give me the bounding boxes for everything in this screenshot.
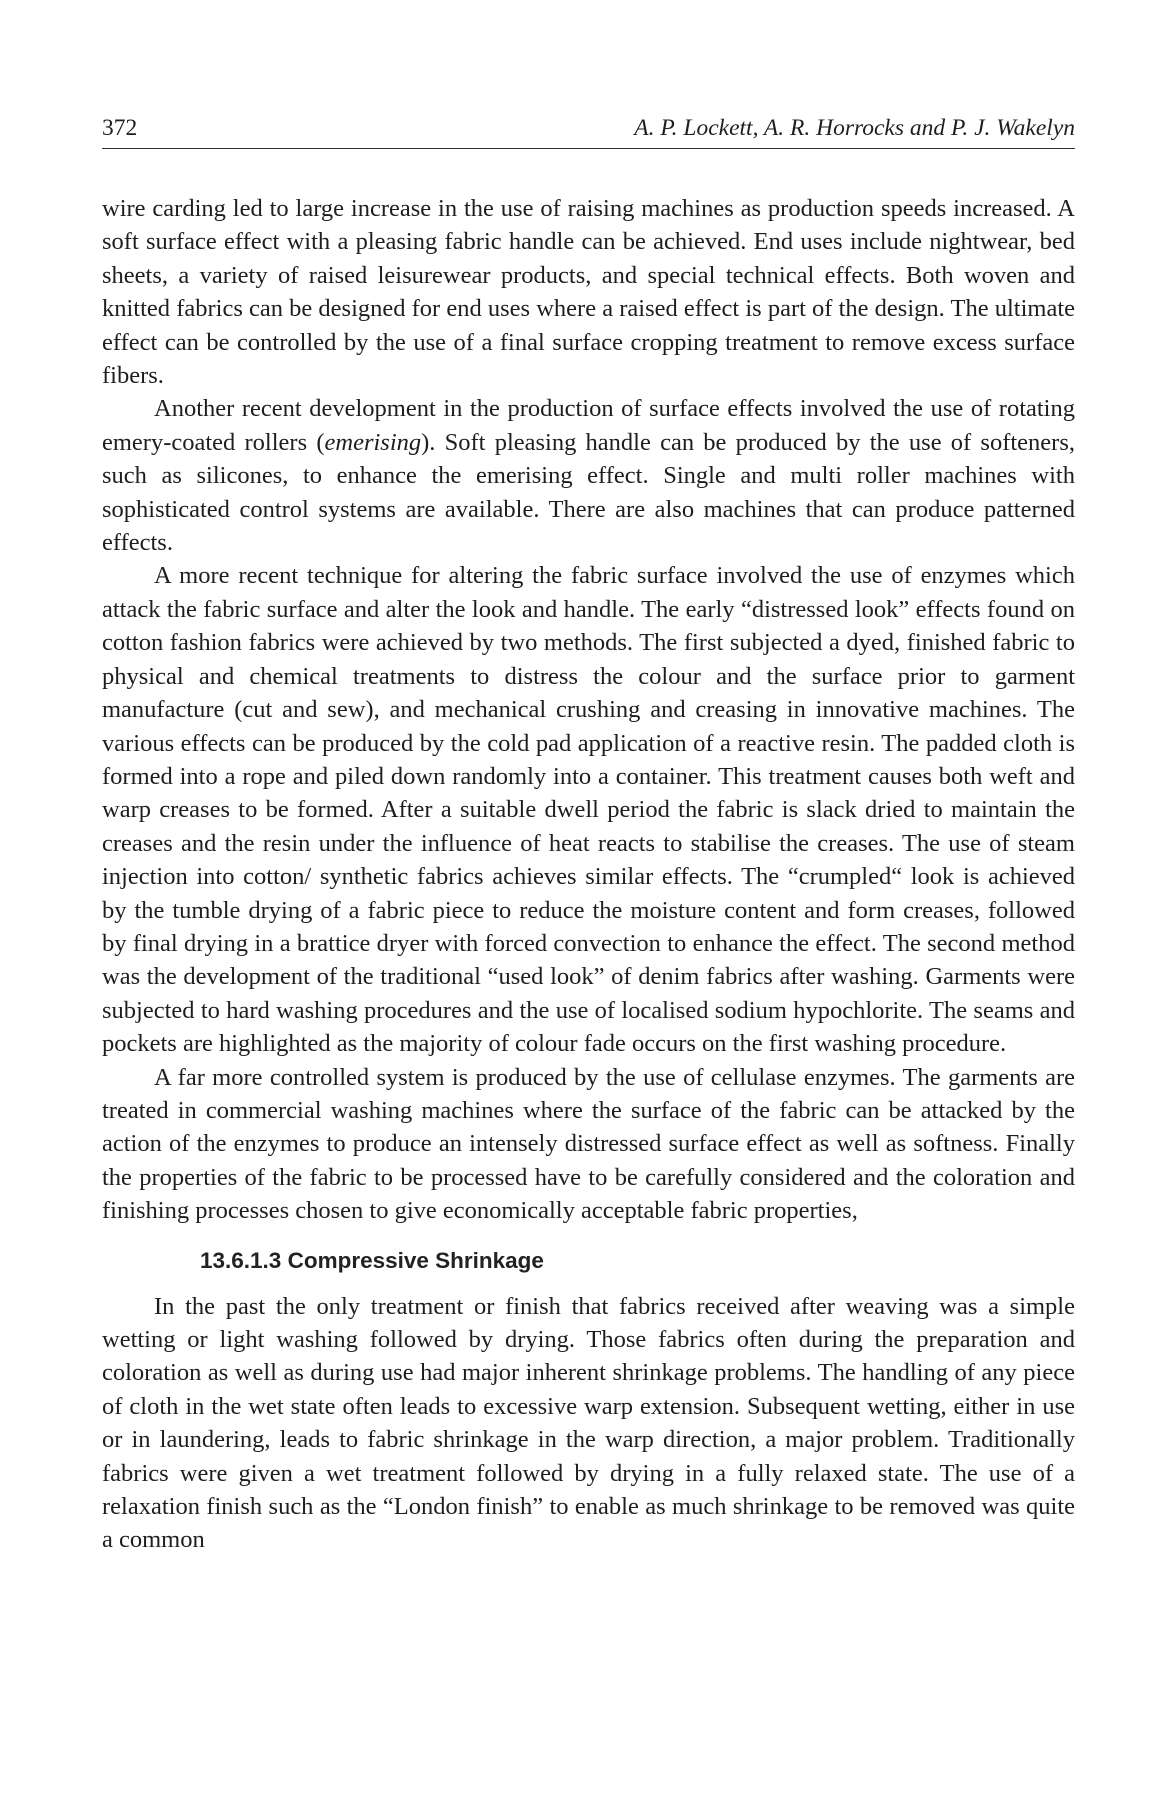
paragraph-text: A far more controlled system is produced by the use of cellulase enzymes. The garments are treated in commercial washing machines where the surface of the fabric can be attacked by the action of the enzymes to produce an intensely distressed surface effect as well as softness. Finally the properties of the fabric to be processed have to be carefully considered and the coloration and finishing processes chosen to give economically acceptable fabric properties,	[102, 1063, 1075, 1225]
paragraph-raising-continued	[102, 192, 1075, 392]
paragraph-distressed-look	[102, 559, 1075, 1060]
paragraph-text: ). Soft pleasing handle can be produced by the use of softeners, such as silicones, to enhance the emerising effect. Single and multi roller machines with sophisticated control systems are available. There are also machines that can produce patterned effects.	[102, 428, 1075, 557]
paragraph-emerising	[102, 392, 1075, 559]
running-head-authors: A. P. Lockett, A. R. Horrocks and P. J. Wakelyn	[634, 115, 1075, 141]
paragraph-text: In the past the only treatment or finish that fabrics received after weaving was a simple wetting or light washing followed by drying. Those fabrics often during the preparation and coloration as well as during use had major inherent shrinkage problems. The handling of any piece of cloth in the wet state often leads to excessive warp extension. Subsequent wetting, either in use or in laundering, leads to fabric shrinkage in the warp direction, a major problem. Traditionally fabrics were given a wet treatment followed by drying in a fully relaxed state. The use of a relaxation finish such as the “London finish” to enable as much shrinkage to be removed was quite a common	[102, 1292, 1075, 1554]
page-number: 372	[102, 115, 138, 141]
paragraph-text: wire carding led to large increase in the use of raising machines as production speeds increased. A soft surface effect with a pleasing fabric handle can be achieved. End uses include nightwear, bed sheets, a variety of raised leisurewear products, and special technical effects. Both woven and knitted fabrics can be designed for end uses where a raised effect is part of the design. The ultimate effect can be controlled by the use of a final surface cropping treatment to remove excess surface fibers.	[102, 195, 1075, 390]
body-text	[102, 192, 1075, 1557]
section-heading: 13.6.1.3 Compressive Shrinkage	[200, 1247, 544, 1273]
paragraph-cellulase-enzymes	[102, 1061, 1075, 1228]
paragraph-text: A more recent technique for altering the fabric surface involved the use of enzymes which attack the fabric surface and alter the look and handle. The early “distressed look” effects found on cotton fashion fabrics were achieved by two methods. The first subjected a dyed, finished fabric to physical and chemical treatments to distress the colour and the surface prior to garment manufacture (cut and sew), and mechanical crushing and creasing in innovative machines. The various effects can be produced by the cold pad application of a reactive resin. The padded cloth is formed into a rope and piled down randomly into a container. This treatment causes both weft and warp creases to be formed. After a suitable dwell period the fabric is slack dried to maintain the creases and the resin under the influence of heat reacts to stabilise the creases. The use of steam injection into cotton/ synthetic fabrics achieves similar effects. The “crumpled“ look is achieved by the tumble drying of a fabric piece to reduce the moisture content and form creases, followed by final drying in a brattice dryer with forced convection to enhance the effect. The second method was the development of the traditional “used look” of denim fabrics after washing. Garments were subjected to hard washing procedures and the use of localised sodium hypochlorite. The seams and pockets are highlighted as the majority of colour fade occurs on the first washing procedure.	[102, 562, 1075, 1058]
paragraph-compressive-shrinkage	[102, 1290, 1075, 1557]
paragraph-text: Another recent development in the production of surface effects involved the use of rotating emery-coated rollers (	[102, 395, 1075, 456]
emphasized-term: emerising	[324, 428, 422, 456]
running-head	[102, 112, 1075, 149]
